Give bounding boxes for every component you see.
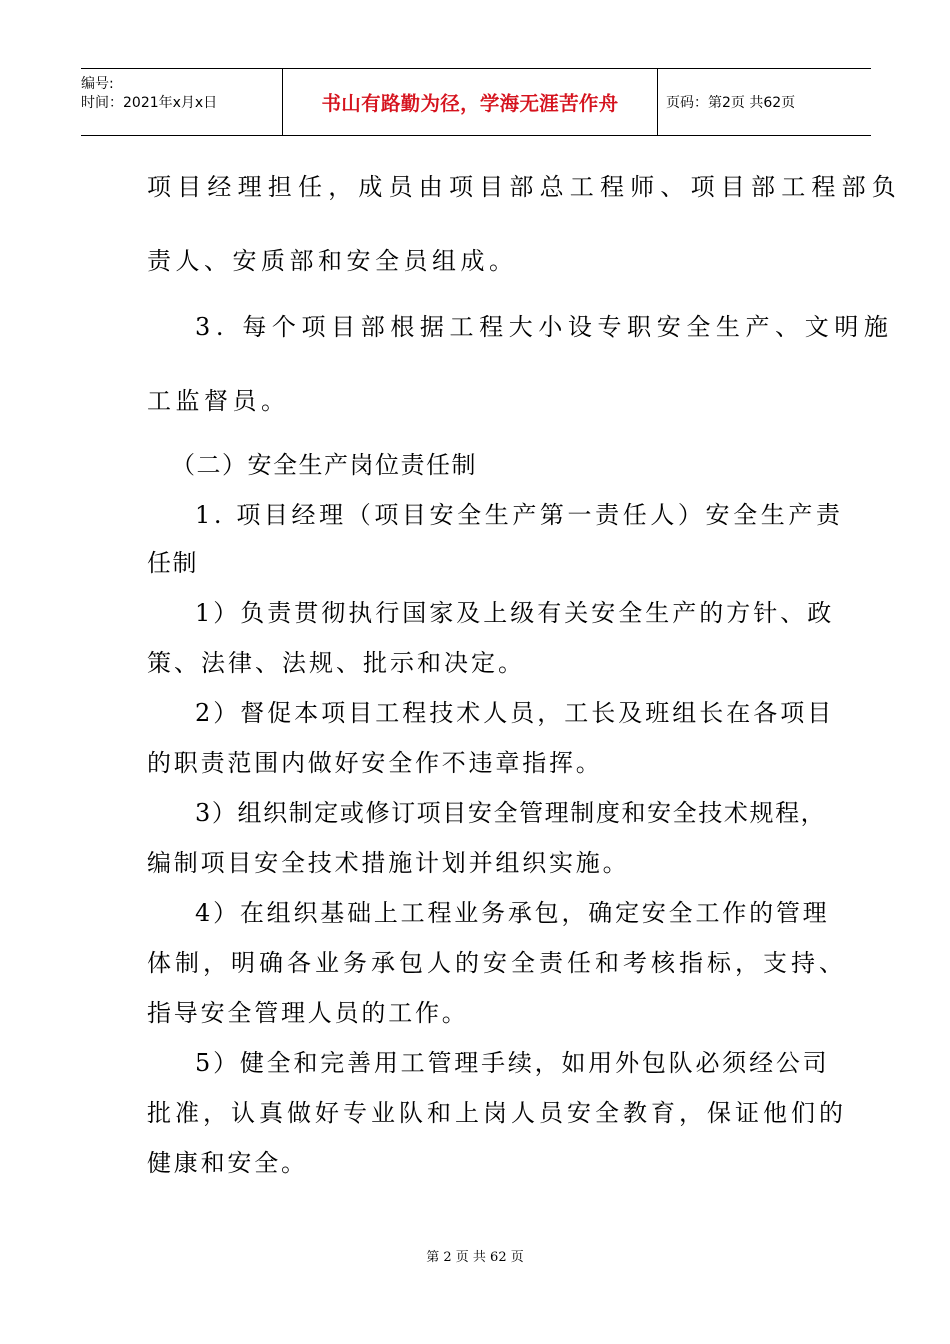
- paragraph-line: 工监督员。: [147, 387, 290, 415]
- paragraph-line: 指导安全管理人员的工作。: [147, 999, 469, 1027]
- paragraph-line: 责人、安质部和安全员组成。: [147, 247, 518, 275]
- document-number-label: 编号:: [81, 76, 114, 92]
- paragraph-line: 健康和安全。: [147, 1149, 308, 1177]
- document-time-label: 时间：2021年x月x日: [81, 95, 218, 111]
- paragraph-line: 3）组织制定或修订项目安全管理制度和安全技术规程，: [195, 799, 827, 827]
- page-footer: 第 2 页 共 62 页: [426, 1250, 524, 1265]
- paragraph-line: 5）健全和完善用工管理手续，如用外包队必须经公司: [195, 1049, 830, 1077]
- header-page-cell: [658, 69, 871, 135]
- page-header: [81, 68, 871, 136]
- paragraph-line: 项目经理担任，成员由项目部总工程师、项目部工程部负: [147, 173, 902, 201]
- header-motto-cell: [283, 69, 658, 135]
- header-meta-cell: [81, 69, 283, 135]
- section-heading: （二）安全生产岗位责任制: [171, 451, 477, 479]
- paragraph-line: 批准，认真做好专业队和上岗人员安全教育，保证他们的: [147, 1099, 847, 1127]
- paragraph-line: 策、法律、法规、批示和决定。: [147, 649, 525, 677]
- paragraph-line: 编制项目安全技术措施计划并组织实施。: [147, 849, 630, 877]
- paragraph-line: 3. 每个项目部根据工程大小设专职安全生产、文明施: [195, 313, 894, 341]
- paragraph-line: 2）督促本项目工程技术人员，工长及班组长在各项目: [195, 699, 835, 727]
- paragraph-line: 1. 项目经理（项目安全生产第一责任人）安全生产责: [195, 501, 844, 529]
- header-motto: 书山有路勤为径，学海无涯苦作舟: [321, 92, 619, 115]
- paragraph-line: 1）负责贯彻执行国家及上级有关安全生产的方针、政: [195, 599, 835, 627]
- paragraph-line: 4）在组织基础上工程业务承包，确定安全工作的管理: [195, 899, 830, 927]
- paragraph-line: 任制: [147, 549, 198, 577]
- paragraph-line: 的职责范围内做好安全作不违章指挥。: [147, 749, 603, 777]
- paragraph-line: 体制，明确各业务承包人的安全责任和考核指标，支持、: [147, 949, 847, 977]
- header-page-info: 页码：第2页 共62页: [666, 95, 796, 111]
